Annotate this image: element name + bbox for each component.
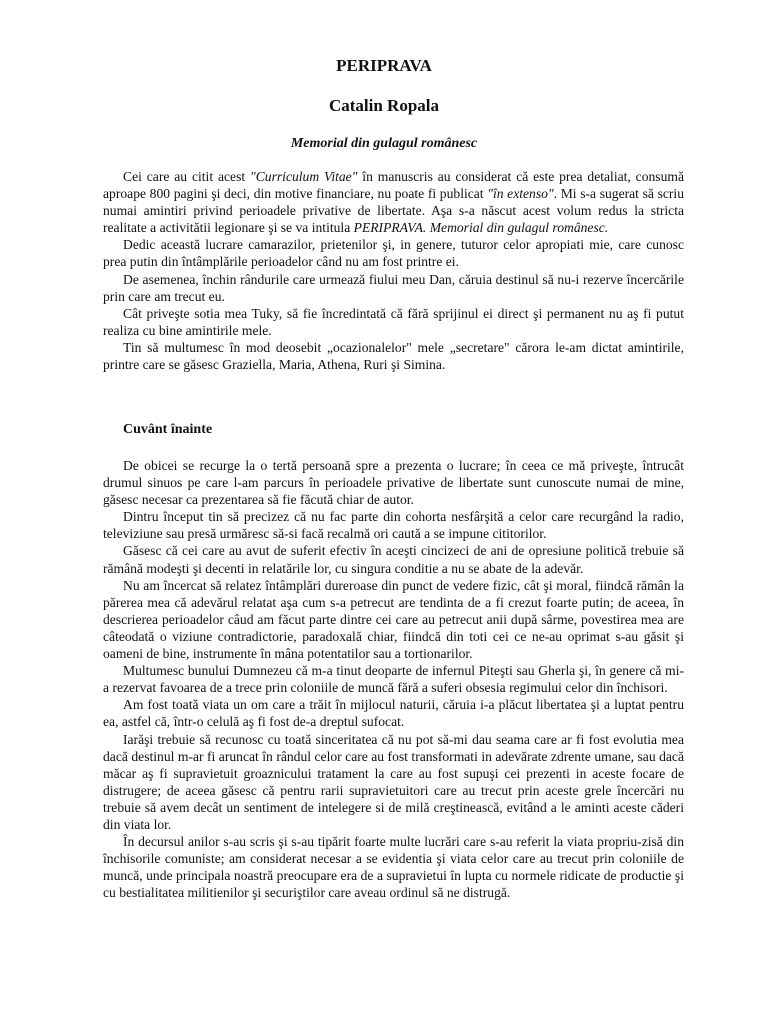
author-name: Catalin Ropala bbox=[328, 96, 440, 115]
foreword-paragraph: Nu am încercat să relatez întâmplări dureroase din punct de vedere fizic, cât şi moral, fiindcă rămân la părerea mea că adevărul relatat aşa cum s-a petrecut are tendinta de a fi crezut foarte putin; de aceea, în descrierea perioadelor câud am făcut parte dintre cei care au petrecut anii după sârme, povestirea mea are câteodată o viziune contradictorie, paradoxală chiar, fiindcă din toti cei ce ne-au oprimat s-au găsit şi oameni de bine, instrumente în mâna potentatilor sau a tortionarilor. bbox=[103, 577, 684, 662]
section-heading: Cuvânt înainte bbox=[123, 422, 213, 437]
foreword-paragraph: Dintru început tin să precizez că nu fac parte din cohorta nesfârşită a celor care recurgând la radio, televiziune sau presă urmăresc să-si facă recalmă ori caută a se impune cititorilor. bbox=[103, 509, 684, 542]
foreword-paragraph: Găsesc că cei care au avut de suferit efectiv în aceşti cincizeci de ani de opresiune politică trebuie să rămână modeşti şi decenti in relatările lor, cu singura conditie a nu se abate de la adevăr. bbox=[103, 543, 684, 576]
text-run: în manuscris au considerat că este prea detaliat, consumă aproape 800 pagini şi deci, din motive financiare, nu poate fi publicat bbox=[103, 169, 684, 202]
preface-paragraph: Dedic această lucrare camarazilor, prietenilor şi, in genere, tuturor celor apropiati mie, care cunosc prea putin din întâmplările perioadelor când nu am fost printre ei. bbox=[103, 237, 684, 270]
italic-text-run: PERIPRAVA. Memorial din gulagul românesc. bbox=[353, 220, 609, 236]
italic-text-run: "în extenso" bbox=[487, 186, 554, 202]
foreword-paragraph: Iarăşi trebuie să recunosc cu toată sinceritatea că nu pot să-mi dau seama care ar fi fost evolutia mea dacă destinul m-ar fi aruncat în rândul celor care au fost transformati in adevărate zdrente umane, sau dacă măcar aş fi supravietuit groaznicului tratament la care au fost supuşi cei prezenti in aceste focare de distrugere; de aceea găsesc că pentru rarii supravietuitori care au trecut prin aceste grele încercări nu trebuie să avem decât un sentiment de intelegere si de milă creştinească, evitând a le aminti aceste căderi din viata lor. bbox=[103, 731, 684, 832]
foreword-paragraph: De obicei se recurge la o tertă persoană spre a prezenta o lucrare; în ceea ce mă priveşte, întrucât drumul sinuos pe care l-am parcurs în perioadele privative de libertate sunt cunoscute numai de mine, găsesc necesar ca prezentarea să fie făcută chiar de autor. bbox=[103, 458, 684, 508]
preface-section bbox=[103, 168, 684, 373]
document-subtitle: Memorial din gulagul românesc bbox=[290, 136, 478, 151]
document-title: PERIPRAVA bbox=[336, 56, 432, 75]
foreword-paragraph: În decursul anilor s-au scris şi s-au tipărit foarte multe lucrări care s-au referit la viata propriu-zisă din închisorile comuniste; am considerat necesar a se evidentia şi viata celor care au trecut prin coloniile de muncă, unde principala noastră preocupare era de a supravietui în lupta cu normele ridicate de productie şi cu bestialitatea militienilor şi securiştilor care aveau ordinul să ne distrugă. bbox=[103, 834, 684, 901]
foreword-paragraph: Am fost toată viata un om care a trăit în mijlocul naturii, căruia i-a plăcut libertatea şi a luptat pentru ea, astfel că, într-o celulă aş fi fost de-a dreptul sufocat. bbox=[103, 697, 684, 730]
preface-paragraph: Tin să multumesc în mod deosebit „ocazionalelor" mele „secretare" cărora le-am dictat amintirile, printre care se găsesc Graziella, Maria, Athena, Ruri şi Simina. bbox=[103, 339, 684, 373]
text-run: . Mi s-a sugerat să scriu numai amintiri privind perioadele privative de libertate. Aşa s-a născut acest volum redus la stricta realitate a activitătii legionare şi se va intitula bbox=[103, 186, 685, 236]
text-run: Cei care au citit acest bbox=[123, 169, 251, 184]
preface-paragraph: De asemenea, închin rândurile care urmează fiului meu Dan, căruia destinul să nu-i rezerve încercările prin care am trecut eu. bbox=[103, 271, 684, 304]
foreword-paragraph: Multumesc bunului Dumnezeu că m-a tinut deoparte de infernul Piteşti sau Gherla şi, în genere că mi-a rezervat favoarea de a trece prin coloniile de muncă fără a suferi obsesia regimului celor din închisori. bbox=[103, 663, 684, 696]
preface-paragraph: Cât priveşte sotia mea Tuky, să fie încredintată că fără sprijinul ei direct şi permanent nu aş fi putut realiza cu bine amintirile mele. bbox=[103, 305, 684, 338]
foreword-section bbox=[103, 457, 684, 901]
preface-paragraph bbox=[103, 168, 684, 236]
italic-text-run: "Curriculum Vitae" bbox=[250, 169, 358, 184]
